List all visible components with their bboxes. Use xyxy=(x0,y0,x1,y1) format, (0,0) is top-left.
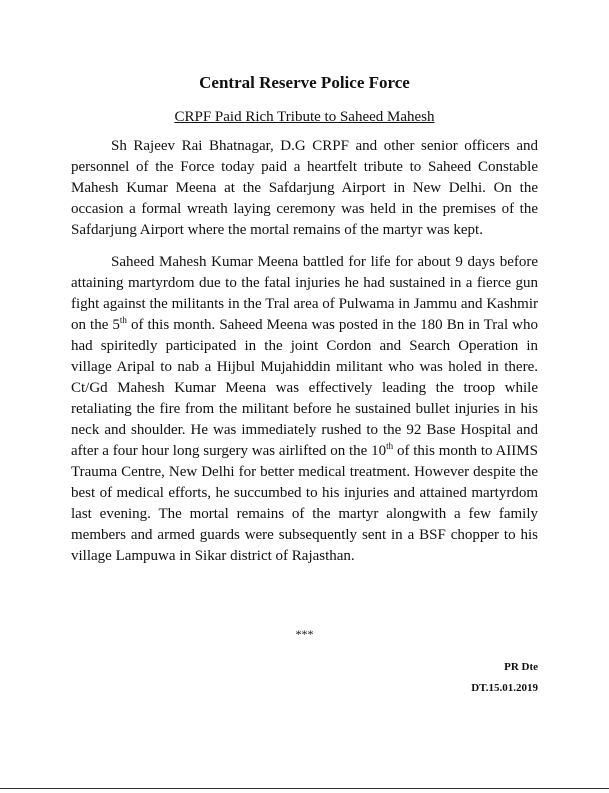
document-title: Central Reserve Police Force xyxy=(199,73,410,92)
body-paragraph-2 xyxy=(71,252,538,567)
paragraph-2-text-part-2: of this month. Saheed Meena was posted in the 180 Bn in Tral who had spiritedly participated in the joint Cordon and Search Operation in village Aripal to nab a Hijbul Mujahiddin militant who was holed in there. Ct/Gd Mahesh Kumar Meena was effectively leading the troop while retaliating the fire from the militant before he sustained bullet injuries in his neck and shoulder. He was immediately rushed to the 92 Base Hospital and after a four hour long surgery was airlifted on the 10 xyxy=(71,317,538,459)
page-bottom-divider xyxy=(0,788,609,789)
document-subtitle: CRPF Paid Rich Tribute to Saheed Mahesh xyxy=(174,109,435,125)
body-paragraph-1: Sh Rajeev Rai Bhatnagar, D.G CRPF and other senior officers and personnel of the Force today paid a heartfelt tribute to Saheed Constable Mahesh Kumar Meena at the Safdarjung Airport in New Delhi. On the occasion a formal wreath laying ceremony was held in the premises of the Safdarjung Airport where the mortal remains of the martyr was kept. xyxy=(71,138,538,238)
ordinal-suffix-10th: th xyxy=(386,441,394,451)
paragraph-2-text-part-3: of this month to AIIMS Trauma Centre, New Delhi for better medical treatment. However despite the best of medical efforts, he succumbed to his injuries and attained martyrdom last evening. The mortal remains of the martyr alongwith a few family members and armed guards were subsequently sent in a BSF chopper to his village Lampuwa in Sikar district of Rajasthan. xyxy=(71,443,538,564)
issuer-label: PR Dte xyxy=(504,661,538,673)
paragraph-2-text-part-1: Saheed Mahesh Kumar Meena battled for life for about 9 days before attaining martyrdom due to the fatal injuries he had sustained in a fierce gun fight against the militants in the Tral area of Pulwama in Jammu and Kashmir on the 5 xyxy=(71,254,538,333)
issue-date: DT.15.01.2019 xyxy=(471,682,538,694)
section-separator: *** xyxy=(295,627,314,641)
ordinal-suffix-5th: th xyxy=(119,315,127,325)
